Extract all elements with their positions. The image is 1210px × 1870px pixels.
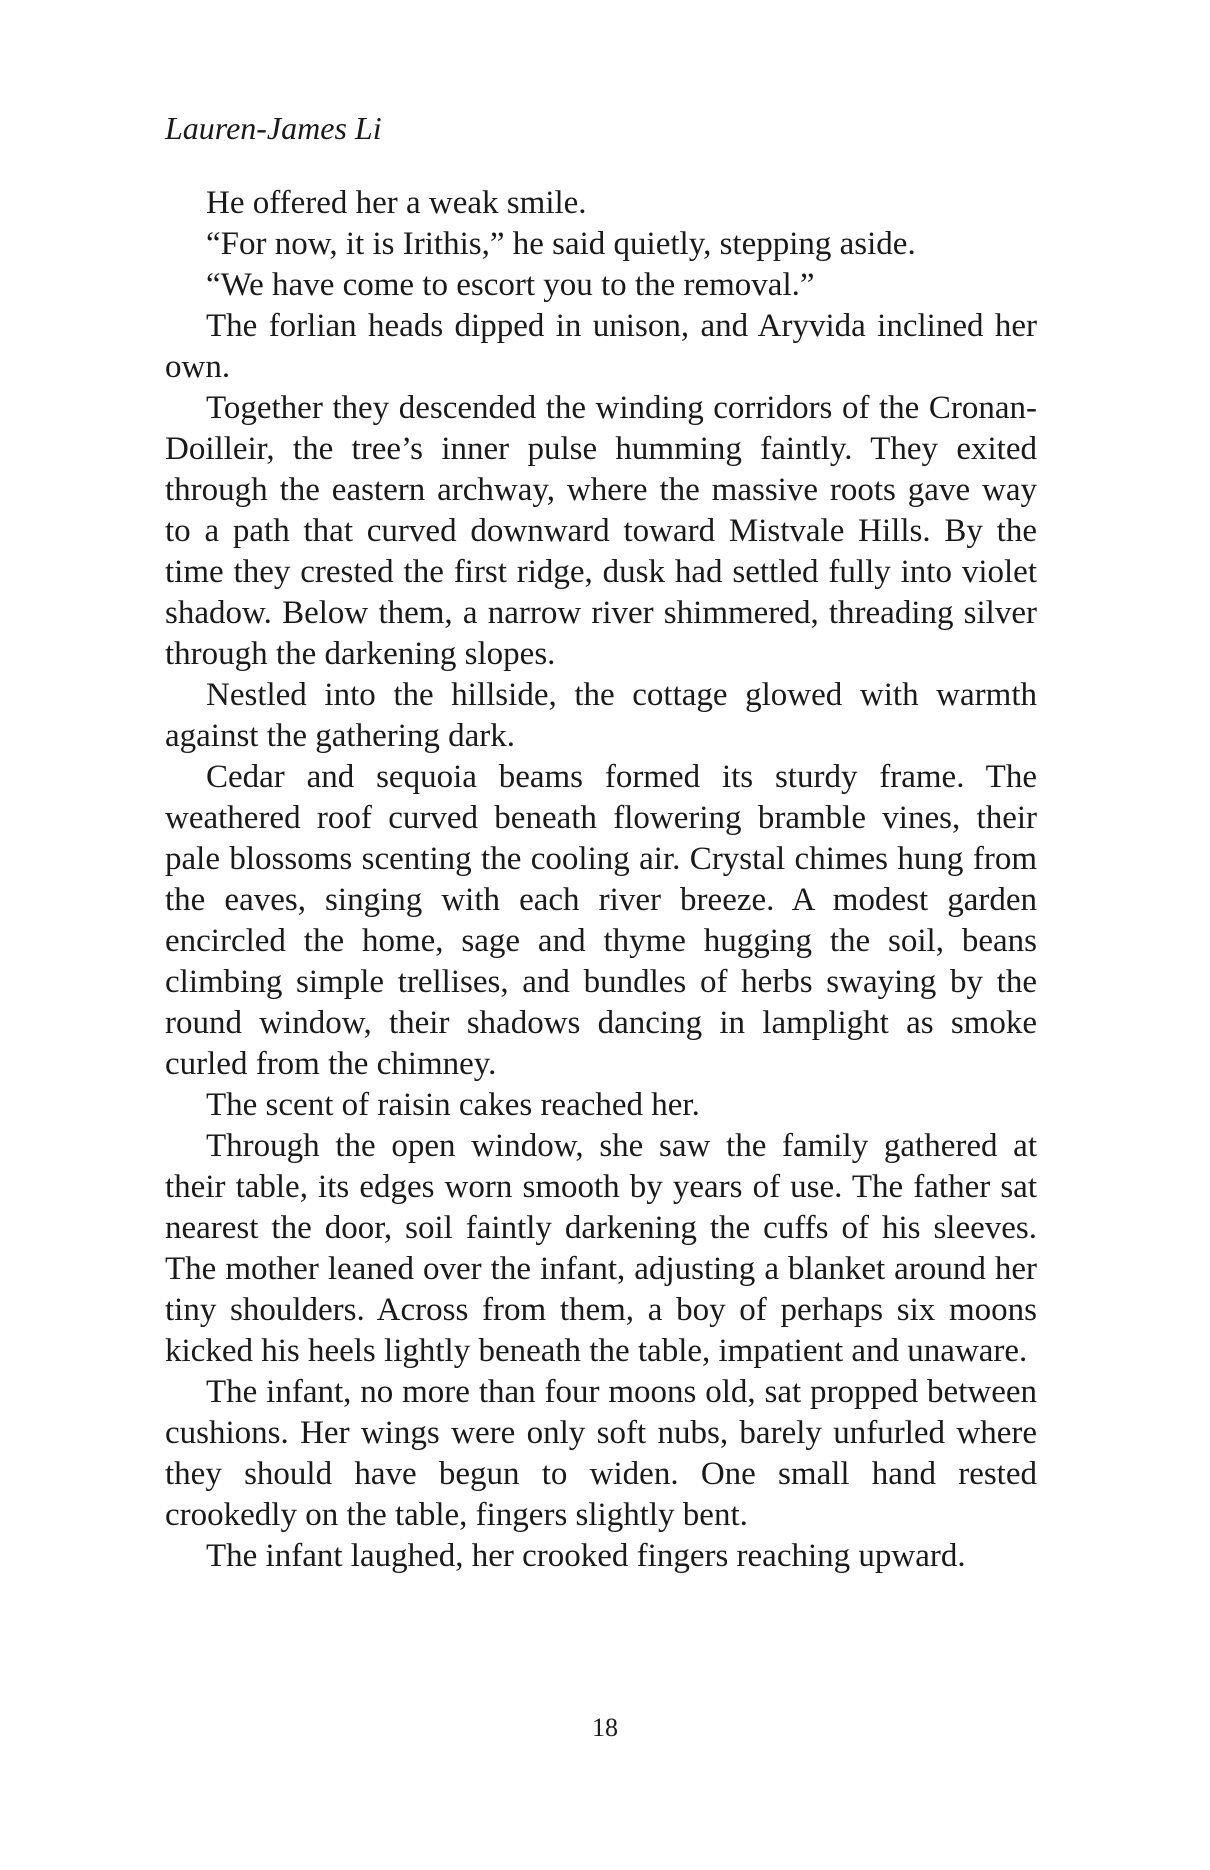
paragraph: Together they descended the winding corridors of the Cronan-Doilleir, the tree’s inner pulse humming faintly. They exited through the eastern archway, where the massive roots gave way to a path that curved downward toward Mistvale Hills. By the time they crested the first ridge, dusk had settled fully into violet shadow. Below them, a narrow river shimmered, threading silver through the darkening slopes.: [165, 390, 1037, 672]
paragraph: “For now, it is Irithis,” he said quietly, stepping aside.: [206, 226, 916, 262]
paragraph: The scent of raisin cakes reached her.: [206, 1087, 700, 1123]
paragraph: The forlian heads dipped in unison, and Aryvida inclined her own.: [165, 308, 1037, 385]
page-number: 18: [592, 1713, 618, 1742]
paragraph: Nestled into the hillside, the cottage glowed with warmth against the gathering dark.: [165, 677, 1037, 754]
paragraph: Cedar and sequoia beams formed its sturdy frame. The weathered roof curved beneath flowering bramble vines, their pale blossoms scenting the cooling air. Crystal chimes hung from the eaves, singing with each river breeze. A modest garden encircled the home, sage and thyme hugging the soil, beans climbing simple trellises, and bundles of herbs swaying by the round window, their shadows dancing in lamplight as smoke curled from the chimney.: [165, 759, 1037, 1082]
paragraph: “We have come to escort you to the removal.”: [206, 267, 815, 303]
paragraph: Through the open window, she saw the family gathered at their table, its edges worn smooth by years of use. The father sat nearest the door, soil faintly darkening the cuffs of his sleeves. The mother leaned over the infant, adjusting a blanket around her tiny shoulders. Across from them, a boy of perhaps six moons kicked his heels lightly beneath the table, impatient and unaware.: [165, 1128, 1037, 1369]
paragraph: He offered her a weak smile.: [206, 185, 587, 221]
paragraph: The infant laughed, her crooked fingers reaching upward.: [206, 1538, 966, 1574]
running-head-author: Lauren-James Li: [165, 110, 382, 146]
paragraph: The infant, no more than four moons old, sat propped between cushions. Her wings were only soft nubs, barely unfurled where they should have begun to widen. One small hand rested crookedly on the table, fingers slightly bent.: [165, 1374, 1037, 1533]
body-text: [165, 183, 1037, 1577]
